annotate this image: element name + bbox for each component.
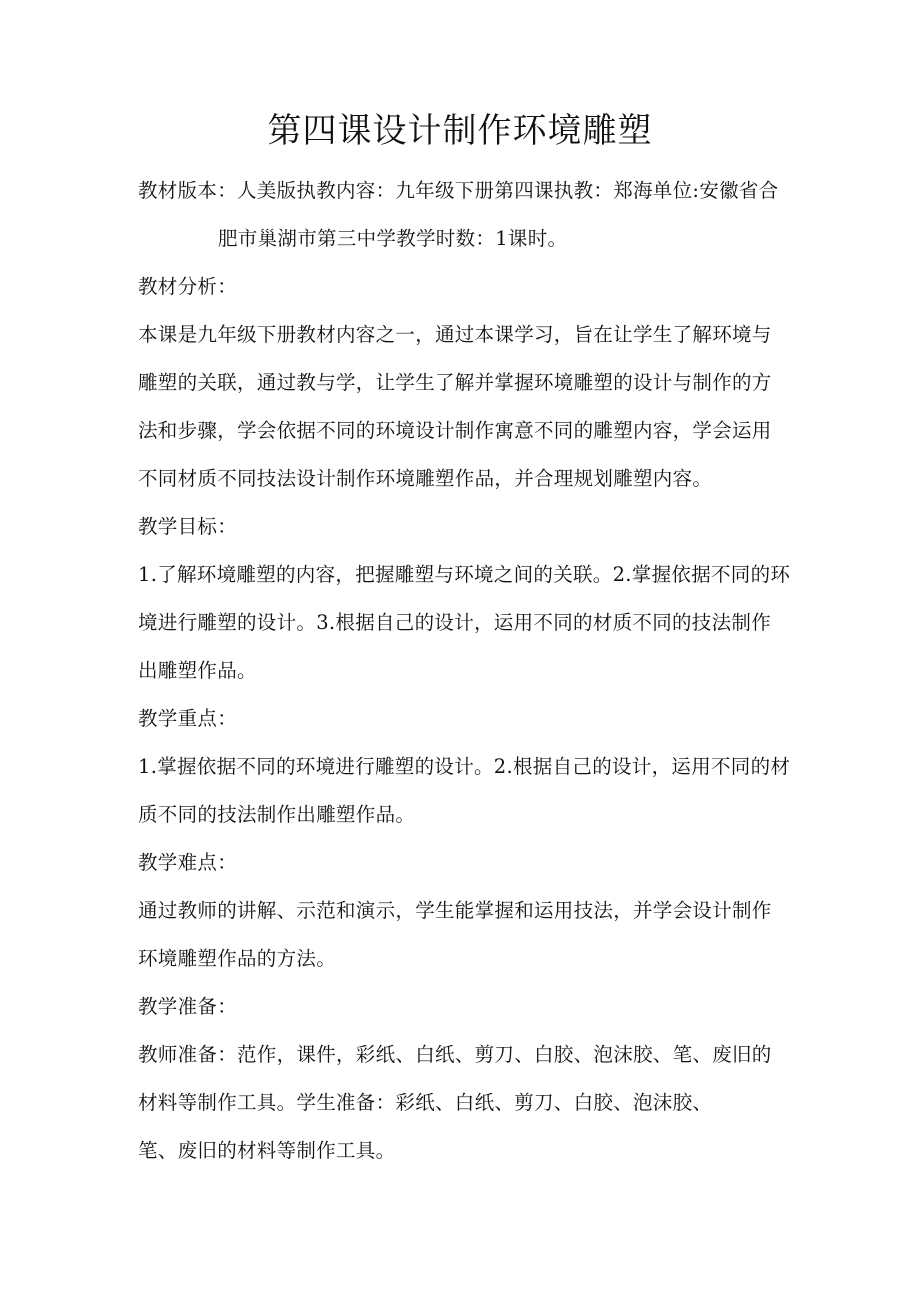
difficulties-line-2: 环境雕塑作品的方法。 — [138, 947, 337, 970]
analysis-line-4: 不同材质不同技法设计制作环境雕塑作品，并合理规划雕塑内容。 — [138, 467, 713, 490]
heading-analysis: 教材分析： — [138, 275, 238, 298]
analysis-line-3: 法和步骤，学会依据不同的环境设计制作寓意不同的雕塑内容，学会运用 — [138, 419, 772, 442]
goals-line-3: 出雕塑作品。 — [138, 659, 257, 682]
document-title: 第四课设计制作环境雕塑 — [267, 111, 653, 151]
preparation-line-1: 教师准备：范作，课件，彩纸、白纸、剪刀、白胶、泡沫胶、笔、废旧的 — [138, 1043, 772, 1066]
goals-line-2: 境进行雕塑的设计。3.根据自己的设计，运用不同的材质不同的技法制作 — [138, 611, 772, 634]
goals-line-1: 1.了解环境雕塑的内容，把握雕塑与环境之间的关联。2.掌握依据不同的环 — [138, 563, 791, 586]
meta-line-2: 肥市巢湖市第三中学教学时数：1课时。 — [218, 227, 568, 250]
heading-key-points: 教学重点： — [138, 707, 238, 730]
key-points-line-1: 1.掌握依据不同的环境进行雕塑的设计。2.根据自己的设计，运用不同的材 — [138, 755, 791, 778]
difficulties-line-1: 通过教师的讲解、示范和演示，学生能掌握和运用技法，并学会设计制作 — [138, 899, 772, 922]
heading-difficulties: 教学难点： — [138, 851, 238, 874]
heading-goals: 教学目标： — [138, 515, 238, 538]
meta-line-1: 教材版本：人美版执教内容：九年级下册第四课执教：郑海单位:安徽省合 — [138, 179, 779, 202]
analysis-line-1: 本课是九年级下册教材内容之一，通过本课学习，旨在让学生了解环境与 — [138, 323, 772, 346]
heading-preparation: 教学准备： — [138, 995, 238, 1018]
analysis-line-2: 雕塑的关联，通过教与学，让学生了解并掌握环境雕塑的设计与制作的方 — [138, 371, 772, 394]
preparation-line-3: 笔、废旧的材料等制作工具。 — [138, 1139, 396, 1162]
key-points-line-2: 质不同的技法制作出雕塑作品。 — [138, 803, 416, 826]
preparation-line-2: 材料等制作工具。学生准备：彩纸、白纸、剪刀、白胶、泡沫胶、 — [138, 1091, 713, 1114]
